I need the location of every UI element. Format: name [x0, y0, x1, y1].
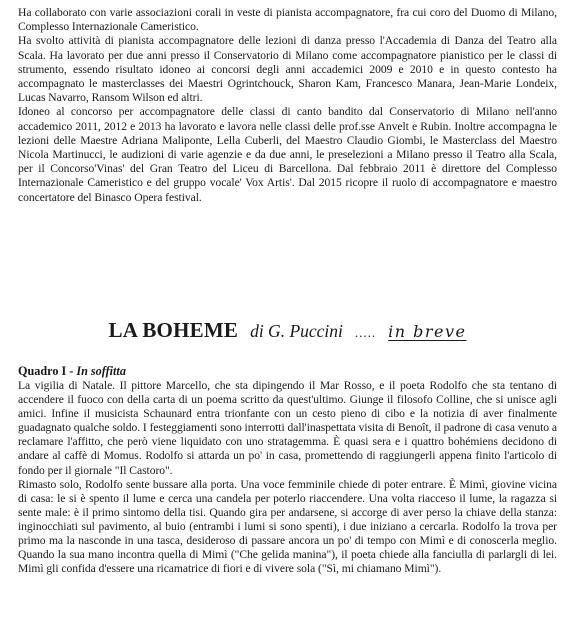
title-brief: in breve [388, 322, 467, 341]
plot-paragraph: Rimasto solo, Rodolfo sente bussare alla porta. Una voce femminile chiede di poter entrare. È Mimì, giovine vicina di casa: le si è spento il lume e cerca una candela per poterlo riaccendere. Una volta riacceso il lume, la ragazza si sente male: è il primo sintomo della tisi. Quando gira per andarsene, si accorge di aver perso la chiave della stanza: inginocchiati sul pavimento, al buio (entrambi i lumi si sono spenti), i due iniziano a cercarla. Rodolfo la trova per primo ma la nasconde in una tasca, desideroso di passare ancora un po' di tempo con Mimì e di conoscerla meglio. Quando la sua mano incontra quella di Mimì ("Che gelida manina"), il poeta chiede alla fanciulla di parlargli di lei. Mimì gli confida d'essere una ricamatrice di fiori e di vivere sola ("Sì, mi chiamano Mimì"). [18, 477, 557, 576]
plot-section [18, 364, 557, 576]
title-author: di G. Puccini [250, 321, 343, 341]
opera-title [0, 318, 575, 343]
heading-prefix: Quadro I - [18, 364, 77, 378]
title-dots: ..... [354, 325, 377, 340]
heading-italic: In soffitta [76, 364, 126, 378]
plot-paragraph: La vigilia di Natale. Il pittore Marcello, che sta dipingendo il Mar Rosso, e il poeta Rodolfo che sta tentano di accendere il fuoco con della carta di un poema scritto da quest'ultimo. Giunge il filosofo Colline, che si unisce agli amici. Infine il musicista Schaunard entra trionfante con un cesto pieno di cibo e la notizia di aver finalmente guadagnato qualche soldo. I festeggiamenti sono interrotti dall'inaspettata visita di Benoît, il padrone di casa venuto a reclamare l'affitto, che però viene liquidato con uno stratagemma. È quasi sera e i quattro bohémiens decidono di andare al caffè di Momus. Rodolfo si attarda un po' in casa, promettendo di raggiungerli appena finito l'articolo di fondo per il giornale "Il Castoro". [18, 379, 557, 477]
section-heading [18, 364, 557, 379]
bio-paragraph: Ha svolto attività di pianista accompagnatore delle lezioni di danza presso l'Accademia di Danza del Teatro alla Scala. Ha lavorato per due anni presso il Conservatorio di Milano come accompagnatore pianistico per le classi di strumento, essendo risultato idoneo ai concorsi degli anni accademici 2009 e 2010 e in questo contesto ha accompagnato le masterclasses dei Maestri Ogrintchouck, Sharon Kam, Francesco Manara, Jean-Marie Londeix, Lucas Navarro, Ransom Wilson ed altri. [18, 34, 557, 105]
title-main: LA BOHEME [108, 318, 239, 342]
bio-paragraph: Ha collaborato con varie associazioni corali in veste di pianista accompagnatore, fra cui coro del Duomo di Milano, Complesso Internazionale Cameristico. [18, 6, 557, 34]
bio-paragraph: Idoneo al concorso per accompagnatore delle classi di canto bandito dal Conservatorio di Milano nell'anno accademico 2011, 2012 e 2013 ha lavorato e lavora nelle classi delle prof.sse Anvelt e Rubin. Inoltre accompagna le lezioni delle Maestre Adriana Maliponte, Lella Cuberli, del Maestro Claudio Giombi, le Masterclass del Maestro Nicola Martinucci, le audizioni di varie agenzie e da due anni, le preselezioni a Milano presso il Teatro alla Scala, per il Concorso'Vinas' del Gran Teatro del Liceu di Barcellona. Dal febbraio 2011 è direttore del Complesso Internazionale Cameristico e del gruppo vocale' Vox Artis'. Dal 2015 ricopre il ruolo di accompagnatore e maestro concertatore del Binasco Opera festival. [18, 105, 557, 204]
biography-section [18, 6, 557, 205]
